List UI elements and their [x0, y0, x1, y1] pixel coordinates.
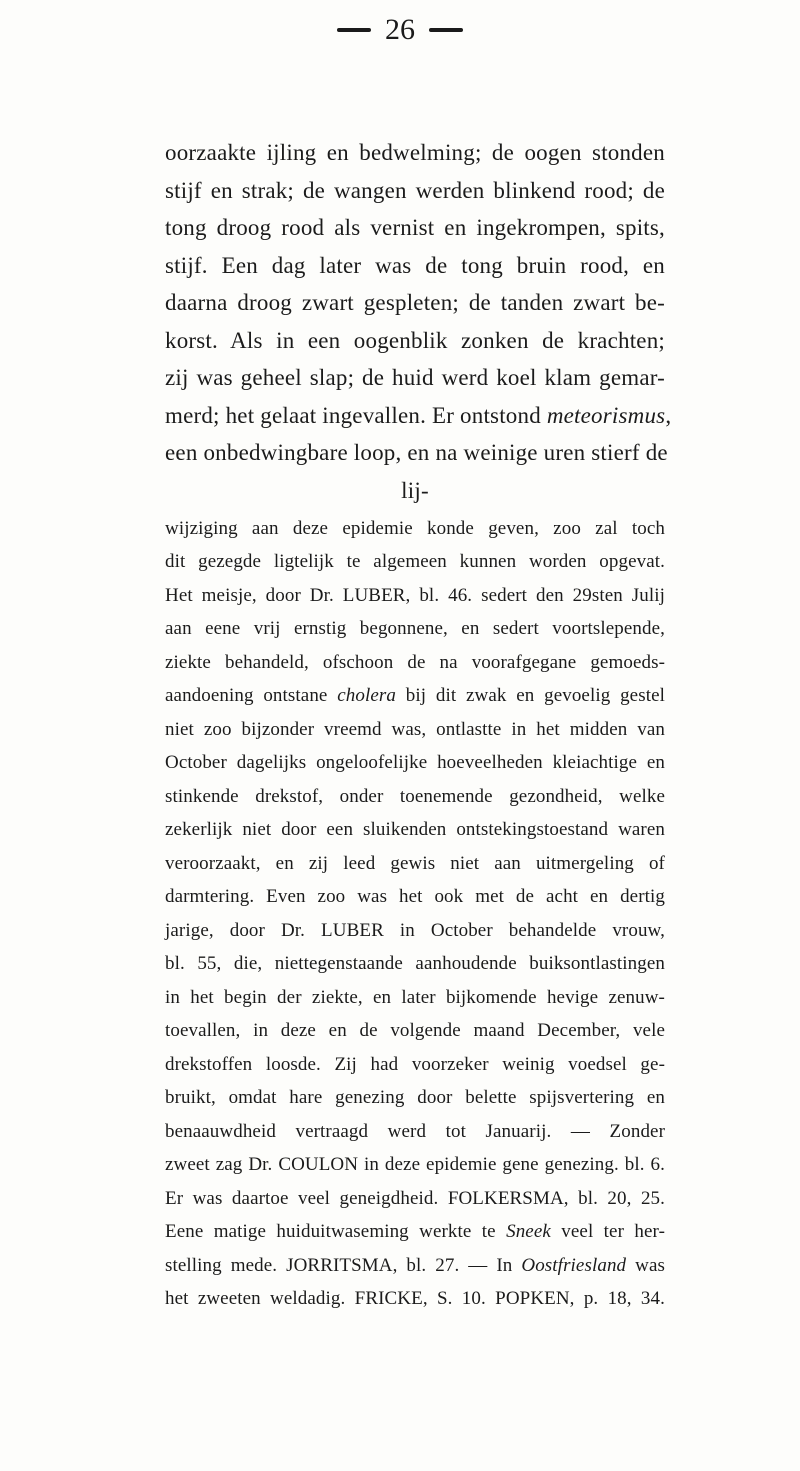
- text-segment: jarige, door Dr. LUBER in October behandelde vrouw,: [165, 920, 665, 941]
- text-segment: zweet zag Dr. COULON in deze epidemie gene genezing. bl. 6.: [165, 1154, 665, 1175]
- text-segment: drekstoffen loosde. Zij had voorzeker weinig voedsel ge-: [165, 1054, 665, 1075]
- text-line: [165, 1154, 665, 1176]
- text-line: [165, 953, 665, 975]
- header-rule-right: [429, 28, 463, 32]
- text-line: [165, 618, 665, 640]
- text-segment: benaauwdheid vertraagd werd tot Januarij. — Zonder: [165, 1121, 665, 1142]
- text-line: [165, 1087, 665, 1109]
- text-segment: darmtering. Even zoo was het ook met de acht en dertig: [165, 886, 665, 907]
- text-segment: Er was daartoe veel geneigdheid. FOLKERSMA, bl. 20, 25.: [165, 1188, 665, 1209]
- text-line: [165, 1288, 665, 1310]
- text-segment: merd; het gelaat ingevallen. Er ontstond: [165, 403, 547, 428]
- text-segment: ziekte behandeld, ofschoon de na voorafgegane gemoeds-: [165, 652, 665, 673]
- text-segment: toevallen, in deze en de volgende maand December, vele: [165, 1020, 665, 1041]
- text-segment: daarna droog zwart gespleten; de tanden zwart be-: [165, 290, 665, 315]
- text-segment: zij was geheel slap; de huid werd koel klam gemar-: [165, 365, 665, 390]
- text-line: [165, 886, 665, 908]
- text-line: [165, 1255, 665, 1277]
- italic-term: Oostfriesland: [521, 1255, 627, 1276]
- text-segment: aandoening ontstane: [165, 685, 338, 706]
- text-segment: korst. Als in een oogenblik zonken de krachten;: [165, 328, 665, 353]
- text-line: [165, 365, 665, 391]
- text-line: [165, 328, 665, 354]
- header-rule-left: [337, 28, 371, 32]
- text-line: [165, 440, 668, 466]
- text-line: [165, 478, 665, 504]
- text-line: [165, 685, 665, 707]
- text-segment: aan eene vrij ernstig begonnene, en sedert voortslepende,: [165, 618, 665, 639]
- text-segment: was: [626, 1255, 665, 1276]
- text-line: [165, 518, 665, 540]
- text-segment: wijziging aan deze epidemie konde geven, zoo zal toch: [165, 518, 665, 539]
- text-segment: stinkende drekstof, onder toenemende gezondheid, welke: [165, 786, 665, 807]
- text-line: [165, 719, 665, 741]
- text-segment: het zweeten weldadig. FRICKE, S. 10. POPKEN, p. 18, 34.: [165, 1288, 665, 1309]
- text-line: [165, 290, 665, 316]
- text-segment: tong droog rood als vernist en ingekrompen, spits,: [165, 215, 665, 240]
- text-segment: stijf en strak; de wangen werden blinkend rood; de: [165, 178, 665, 203]
- text-line: [165, 652, 665, 674]
- text-segment: ,: [665, 403, 672, 428]
- text-segment: bij dit zwak en gevoelig gestel: [395, 685, 665, 706]
- text-line: [165, 987, 665, 1009]
- text-segment: in het begin der ziekte, en later bijkomende hevige zenuw-: [165, 987, 665, 1008]
- text-line: [165, 920, 665, 942]
- italic-term: meteorismus: [546, 403, 666, 428]
- text-line: [165, 819, 665, 841]
- text-line: [165, 1020, 665, 1042]
- text-segment: veroorzaakt, en zij leed gewis niet aan uitmergeling of: [165, 853, 665, 874]
- text-line: [165, 786, 665, 808]
- text-line: [165, 1121, 665, 1143]
- text-line: [165, 1054, 665, 1076]
- italic-term: Sneek: [506, 1221, 551, 1242]
- text-line: [165, 551, 665, 573]
- text-line: [165, 403, 672, 429]
- text-line: [165, 215, 665, 241]
- text-segment: dit gezegde ligtelijk te algemeen kunnen worden opgevat.: [165, 551, 665, 572]
- text-segment: stelling mede. JORRITSMA, bl. 27. — In: [165, 1255, 522, 1276]
- text-segment: zekerlijk niet door een sluikenden ontstekingstoestand waren: [165, 819, 665, 840]
- text-line: [165, 853, 665, 875]
- text-segment: een onbedwingbare loop, en na weinige uren stierf de: [165, 440, 668, 465]
- text-segment: lij-: [401, 478, 429, 503]
- page-header: [0, 10, 800, 50]
- text-line: [165, 1188, 665, 1210]
- text-line: [165, 253, 665, 279]
- text-segment: bruikt, omdat hare genezing door belette spijsvertering en: [165, 1087, 665, 1108]
- text-line: [165, 752, 665, 774]
- page-number: 26: [385, 13, 415, 46]
- text-line: [165, 178, 665, 204]
- text-segment: October dagelijks ongeloofelijke hoeveelheden kleiachtige en: [165, 752, 665, 773]
- text-segment: stijf. Een dag later was de tong bruin rood, en: [165, 253, 665, 278]
- text-segment: Het meisje, door Dr. LUBER, bl. 46. sedert den 29sten Julij: [165, 585, 665, 606]
- text-line: [165, 140, 665, 166]
- italic-term: cholera: [337, 685, 396, 706]
- text-segment: bl. 55, die, niettegenstaande aanhoudende buiksontlastingen: [165, 953, 665, 974]
- text-segment: niet zoo bijzonder vreemd was, ontlastte in het midden van: [165, 719, 665, 740]
- text-segment: Eene matige huiduitwaseming werkte te: [165, 1221, 507, 1242]
- text-segment: oorzaakte ijling en bedwelming; de oogen stonden: [165, 140, 665, 165]
- text-segment: veel ter her-: [550, 1221, 665, 1242]
- text-line: [165, 585, 665, 607]
- text-line: [165, 1221, 665, 1243]
